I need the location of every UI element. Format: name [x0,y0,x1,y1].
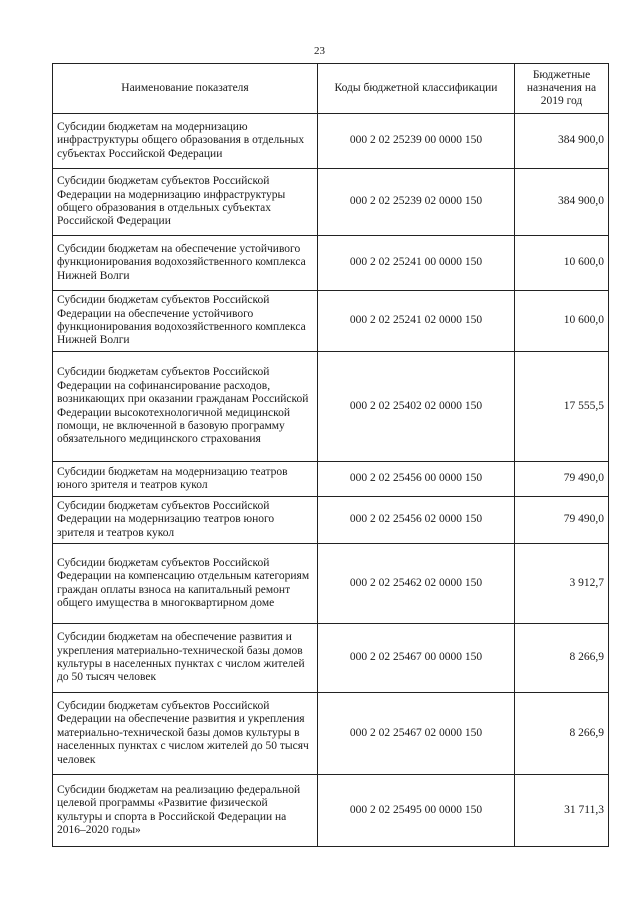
row-amount: 8 266,9 [515,693,609,775]
header-budget-code: Коды бюджетной классификации [318,64,515,114]
table-row [53,114,609,169]
page-number: 23 [314,45,325,57]
row-code: 000 2 02 25402 02 0000 150 [318,352,515,462]
row-name: Субсидии бюджетам на модернизацию инфраструктуры общего образования в отдельных субъектах Российской Федерации [53,114,318,169]
table-row [53,624,609,693]
row-amount: 10 600,0 [515,291,609,352]
row-name: Субсидии бюджетам субъектов Российской Федерации на компенсацию отдельным категориям граждан оплаты взноса на капитальный ремонт общего имущества в многоквартирном доме [53,544,318,624]
header-budget-amount: Бюджетные назначения на 2019 год [515,64,609,114]
row-code: 000 2 02 25495 00 0000 150 [318,775,515,847]
row-name: Субсидии бюджетам субъектов Российской Федерации на обеспечение устойчивого функционирования водохозяйственного комплекса Нижней Волги [53,291,318,352]
row-code: 000 2 02 25467 00 0000 150 [318,624,515,693]
row-amount: 17 555,5 [515,352,609,462]
row-code: 000 2 02 25241 00 0000 150 [318,236,515,291]
row-name: Субсидии бюджетам субъектов Российской Федерации на обеспечение развития и укрепления материально-технической базы домов культуры в населенных пунктах с числом жителей до 50 тысяч человек [53,693,318,775]
row-code: 000 2 02 25456 00 0000 150 [318,462,515,497]
header-indicator-name: Наименование показателя [53,64,318,114]
table-row [53,236,609,291]
row-amount: 3 912,7 [515,544,609,624]
table-row [53,169,609,236]
row-amount: 79 490,0 [515,462,609,497]
budget-table [52,63,609,847]
table-row [53,775,609,847]
row-name: Субсидии бюджетам на модернизацию театров юного зрителя и театров кукол [53,462,318,497]
table-row [53,291,609,352]
table-row [53,352,609,462]
row-amount: 384 900,0 [515,169,609,236]
table-header-row [53,64,609,114]
row-amount: 31 711,3 [515,775,609,847]
row-amount: 10 600,0 [515,236,609,291]
row-code: 000 2 02 25239 02 0000 150 [318,169,515,236]
table-row [53,462,609,497]
row-name: Субсидии бюджетам субъектов Российской Федерации на модернизацию инфраструктуры общего образования в отдельных субъектах Российской Федерации [53,169,318,236]
row-code: 000 2 02 25239 00 0000 150 [318,114,515,169]
row-name: Субсидии бюджетам на реализацию федеральной целевой программы «Развитие физической культуры и спорта в Российской Федерации на 2016–2020 годы» [53,775,318,847]
row-amount: 384 900,0 [515,114,609,169]
table-row [53,693,609,775]
row-amount: 79 490,0 [515,497,609,544]
row-code: 000 2 02 25456 02 0000 150 [318,497,515,544]
table-row [53,544,609,624]
row-name: Субсидии бюджетам субъектов Российской Федерации на софинансирование расходов, возникающих при оказании гражданам Российской Федерации высокотехнологичной медицинской помощи, не включенной в базовую программу обязательного медицинского страхования [53,352,318,462]
row-name: Субсидии бюджетам на обеспечение устойчивого функционирования водохозяйственного комплекса Нижней Волги [53,236,318,291]
row-name: Субсидии бюджетам на обеспечение развития и укрепления материально-технической базы домов культуры в населенных пунктах с числом жителей до 50 тысяч человек [53,624,318,693]
row-name: Субсидии бюджетам субъектов Российской Федерации на модернизацию театров юного зрителя и театров кукол [53,497,318,544]
row-code: 000 2 02 25462 02 0000 150 [318,544,515,624]
table-row [53,497,609,544]
row-code: 000 2 02 25241 02 0000 150 [318,291,515,352]
row-code: 000 2 02 25467 02 0000 150 [318,693,515,775]
row-amount: 8 266,9 [515,624,609,693]
